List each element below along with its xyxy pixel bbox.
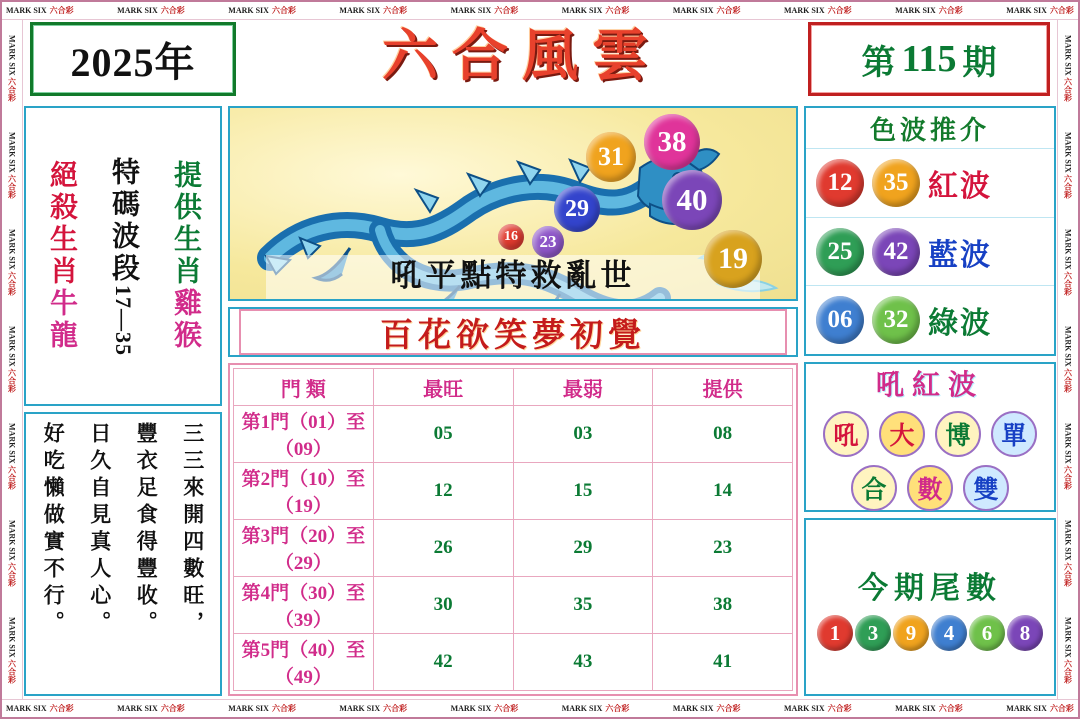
gate-table bbox=[233, 368, 793, 691]
color-row-blue bbox=[806, 217, 1054, 286]
th-strongest: 最旺 bbox=[373, 369, 513, 406]
main-area bbox=[24, 106, 1056, 696]
poem-line: 日久自見真人心。 bbox=[87, 422, 112, 638]
marquee-item: MARK SIX 六合彩 bbox=[1063, 35, 1073, 102]
marquee-item: MARK SIX 六合彩 bbox=[6, 6, 74, 15]
color-wave-panel bbox=[804, 106, 1056, 356]
cell-weakest: 43 bbox=[513, 634, 653, 691]
marquee-top bbox=[2, 2, 1078, 20]
th-weakest: 最弱 bbox=[513, 369, 653, 406]
dragon-caption: 吼平點特救亂世 bbox=[390, 258, 636, 293]
cell-supply: 23 bbox=[653, 520, 793, 577]
lottery-ball: 23 bbox=[532, 226, 564, 258]
table-row bbox=[234, 520, 793, 577]
marquee-item: MARK SIX 六合彩 bbox=[7, 132, 17, 199]
cell-strongest: 42 bbox=[373, 634, 513, 691]
marquee-item: MARK SIX 六合彩 bbox=[672, 6, 741, 15]
cell-category: 第2門（10）至（19） bbox=[234, 463, 374, 520]
tip-supply-zodiac: 雞猴 bbox=[170, 288, 201, 352]
hou-red-wave-panel bbox=[804, 362, 1056, 512]
color-ball: 06 bbox=[816, 296, 864, 344]
tail-ball: 4 bbox=[931, 615, 967, 651]
marquee-item: MARK SIX 六合彩 bbox=[1006, 6, 1074, 15]
cell-strongest: 30 bbox=[373, 577, 513, 634]
issue-suffix: 期 bbox=[962, 44, 997, 82]
year-box bbox=[30, 22, 236, 96]
tip-column-supply bbox=[165, 114, 205, 398]
marquee-item: MARK SIX 六合彩 bbox=[1063, 423, 1073, 490]
tail-number-panel bbox=[804, 518, 1056, 696]
hou-tag: 單 bbox=[991, 411, 1037, 457]
table-row bbox=[234, 463, 793, 520]
left-column bbox=[24, 106, 222, 696]
marquee-item: MARK SIX 六合彩 bbox=[117, 6, 185, 15]
tip-kill-zodiac: 牛龍 bbox=[46, 288, 77, 352]
cell-supply: 14 bbox=[653, 463, 793, 520]
color-ball: 25 bbox=[816, 228, 864, 276]
marquee-item: MARK SIX 六合彩 bbox=[450, 704, 519, 713]
marquee-item: MARK SIX 六合彩 bbox=[117, 704, 185, 713]
tail-ball: 1 bbox=[817, 615, 853, 651]
issue-prefix: 第 bbox=[861, 44, 896, 82]
issue-number: 115 bbox=[901, 38, 957, 80]
marquee-item: MARK SIX 六合彩 bbox=[450, 6, 519, 15]
marquee-item: MARK SIX 六合彩 bbox=[561, 704, 630, 713]
th-category: 門 類 bbox=[234, 369, 374, 406]
hou-tag: 大 bbox=[879, 411, 925, 457]
lottery-ball: 16 bbox=[498, 224, 524, 250]
tip-range-text: 特碼波段 bbox=[108, 156, 139, 285]
cell-category: 第1門（01）至（09） bbox=[234, 406, 374, 463]
marquee-item: MARK SIX 六合彩 bbox=[895, 704, 963, 713]
cell-supply: 38 bbox=[653, 577, 793, 634]
marquee-item: MARK SIX 六合彩 bbox=[1063, 229, 1073, 296]
marquee-item: MARK SIX 六合彩 bbox=[228, 6, 296, 15]
table-row bbox=[234, 577, 793, 634]
tip-column-kill bbox=[41, 114, 81, 398]
th-supply: 提供 bbox=[653, 369, 793, 406]
marquee-item: MARK SIX 六合彩 bbox=[7, 423, 17, 490]
tail-ball: 8 bbox=[1007, 615, 1043, 651]
tip-column-range bbox=[103, 114, 143, 398]
poem-line: 豐衣足食得豐收。 bbox=[134, 422, 159, 638]
tail-ball: 3 bbox=[855, 615, 891, 651]
tail-ball: 9 bbox=[893, 615, 929, 651]
marquee-item: MARK SIX 六合彩 bbox=[339, 6, 408, 15]
tip-supply-text: 提供生肖 bbox=[170, 160, 201, 288]
tips-panel bbox=[24, 106, 222, 406]
cell-category: 第5門（40）至（49） bbox=[234, 634, 374, 691]
cell-weakest: 35 bbox=[513, 577, 653, 634]
table-row bbox=[234, 406, 793, 463]
cell-category: 第3門（20）至（29） bbox=[234, 520, 374, 577]
cell-weakest: 15 bbox=[513, 463, 653, 520]
color-label-red: 紅波 bbox=[928, 169, 992, 203]
year-label: 2025年 bbox=[70, 39, 196, 85]
marquee-item: MARK SIX 六合彩 bbox=[7, 35, 17, 102]
marquee-item: MARK SIX 六合彩 bbox=[1063, 326, 1073, 393]
marquee-item: MARK SIX 六合彩 bbox=[1006, 704, 1074, 713]
marquee-item: MARK SIX 六合彩 bbox=[1063, 520, 1073, 587]
lottery-ball: 19 bbox=[704, 230, 762, 288]
poem-line: 三三來開四數旺， bbox=[180, 422, 205, 638]
tail-number-row bbox=[817, 615, 1043, 651]
marquee-item: MARK SIX 六合彩 bbox=[7, 520, 17, 587]
color-wave-title: 色波推介 bbox=[869, 115, 990, 145]
marquee-item: MARK SIX 六合彩 bbox=[7, 617, 17, 684]
lottery-ball: 29 bbox=[554, 186, 600, 232]
slogan-text: 百花欲笑夢初覺 bbox=[239, 309, 786, 355]
lottery-ball: 38 bbox=[644, 114, 700, 170]
hou-tag: 數 bbox=[907, 465, 953, 511]
marquee-item: MARK SIX 六合彩 bbox=[7, 326, 17, 393]
lottery-ball: 40 bbox=[662, 170, 722, 230]
color-row-red bbox=[806, 148, 1054, 217]
marquee-item: MARK SIX 六合彩 bbox=[672, 704, 741, 713]
table-header-row bbox=[234, 369, 793, 406]
color-ball: 32 bbox=[872, 296, 920, 344]
tail-number-title: 今期尾數 bbox=[858, 572, 1002, 605]
lottery-ball: 31 bbox=[586, 132, 636, 182]
cell-weakest: 29 bbox=[513, 520, 653, 577]
marquee-item: MARK SIX 六合彩 bbox=[339, 704, 408, 713]
marquee-item: MARK SIX 六合彩 bbox=[1063, 617, 1073, 684]
cell-strongest: 05 bbox=[373, 406, 513, 463]
hou-tag-row-2 bbox=[851, 465, 1009, 511]
slogan-panel bbox=[228, 307, 798, 357]
header bbox=[24, 22, 1056, 100]
cell-strongest: 12 bbox=[373, 463, 513, 520]
marquee-item: MARK SIX 六合彩 bbox=[561, 6, 630, 15]
issue-box bbox=[808, 22, 1050, 96]
poem-panel bbox=[24, 412, 222, 696]
marquee-item: MARK SIX 六合彩 bbox=[228, 704, 296, 713]
tail-ball: 6 bbox=[969, 615, 1005, 651]
color-ball: 12 bbox=[816, 159, 864, 207]
cell-supply: 41 bbox=[653, 634, 793, 691]
cell-supply: 08 bbox=[653, 406, 793, 463]
color-ball: 35 bbox=[872, 159, 920, 207]
marquee-right bbox=[1057, 20, 1078, 699]
marquee-item: MARK SIX 六合彩 bbox=[783, 704, 852, 713]
marquee-bottom bbox=[2, 699, 1078, 717]
hou-tag: 合 bbox=[851, 465, 897, 511]
hou-tag: 吼 bbox=[823, 411, 869, 457]
cell-strongest: 26 bbox=[373, 520, 513, 577]
cell-category: 第4門（30）至（39） bbox=[234, 577, 374, 634]
middle-column bbox=[228, 106, 798, 696]
table-row bbox=[234, 634, 793, 691]
dragon-illustration bbox=[228, 106, 798, 301]
color-row-green bbox=[806, 285, 1054, 354]
hou-tag: 雙 bbox=[963, 465, 1009, 511]
color-label-blue: 藍波 bbox=[928, 238, 992, 272]
hou-tag: 博 bbox=[935, 411, 981, 457]
marquee-item: MARK SIX 六合彩 bbox=[1063, 132, 1073, 199]
tip-kill-text: 絕殺生肖 bbox=[46, 160, 77, 288]
marquee-item: MARK SIX 六合彩 bbox=[7, 229, 17, 296]
poem-line: 好吃懶做實不行。 bbox=[41, 422, 66, 638]
gate-table-panel bbox=[228, 363, 798, 696]
marquee-item: MARK SIX 六合彩 bbox=[6, 704, 74, 713]
marquee-left bbox=[2, 20, 23, 699]
content-area bbox=[24, 22, 1056, 697]
right-column bbox=[804, 106, 1056, 696]
hou-red-wave-title: 吼紅波 bbox=[875, 370, 984, 401]
color-ball: 42 bbox=[872, 228, 920, 276]
marquee-item: MARK SIX 六合彩 bbox=[895, 6, 963, 15]
page-title: 六合風雲 bbox=[382, 26, 662, 88]
cell-weakest: 03 bbox=[513, 406, 653, 463]
marquee-item: MARK SIX 六合彩 bbox=[783, 6, 852, 15]
tip-range-value: 17—35 bbox=[111, 284, 136, 356]
color-label-green: 綠波 bbox=[928, 307, 992, 341]
hou-tag-row-1 bbox=[823, 411, 1037, 457]
